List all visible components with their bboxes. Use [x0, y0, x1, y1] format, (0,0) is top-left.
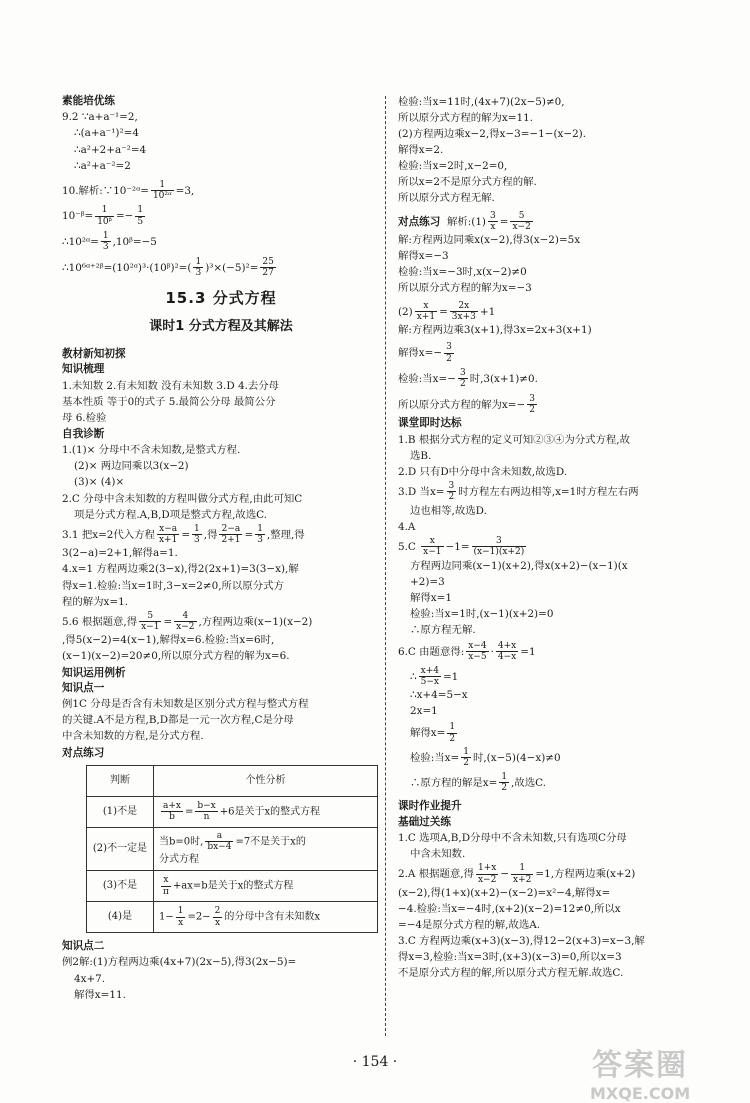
text-line: 解:方程两边同乘x(x−2),得3(x−2)=5x	[398, 234, 581, 247]
heading-practice: 对点练习	[62, 746, 105, 759]
heading-self-diagnosis: 自我诊断	[62, 427, 105, 440]
column-divider	[385, 96, 386, 1036]
table-row	[87, 871, 378, 902]
text-line: 解得x=1	[410, 591, 452, 604]
text-line: (x−1)(x−2)=20≠0,所以原分式方程的解为x=6.	[62, 650, 290, 663]
text-line: 例1C 分母是否含有未知数是区别分式方程与整式方程	[62, 698, 309, 711]
text-line: 解:方程两边乘3(x+1),得3x=2x+3(x+1)	[398, 324, 592, 337]
formula-line: 6.C 由题意得: $\frac{x-4}{x-5}$ · $\frac{4+x}{4-x}$ =1	[398, 640, 536, 663]
table-header-cell: 个性分析	[154, 765, 378, 796]
text-line: 不是原分式方程的解,所以原分式方程无解.故选C.	[398, 967, 624, 980]
text-line: 基本性质 等于0的式子 5.最简公分母 最简公分	[62, 395, 276, 408]
table-cell: 1− $\frac{1}{x}$ =2− $\frac{2}{x}$ 的分母中含有未知数x	[154, 902, 378, 933]
text-line: (3)× (4)×	[74, 476, 125, 489]
text-line: +2)=3	[410, 575, 445, 588]
text-line: ∴a²+2+a⁻²=4	[74, 143, 147, 156]
formula-line: ∴10⁶ᵅ⁺²ᵝ=(10²ᵅ)³·(10ᵝ)²=( $\frac{1}{3}$ )³×(−5)²= $\frac{25}{27}$	[62, 256, 274, 279]
text-line: 所以原分式方程无解.	[398, 192, 495, 205]
text-line: 解得x=2.	[398, 144, 444, 157]
analysis-table	[86, 765, 378, 933]
text-line: ∴a²+a⁻²=2	[74, 159, 131, 172]
text-line: 解得x=11.	[74, 988, 126, 1001]
formula-line: 解得x= $\frac{1}{2}$	[410, 722, 456, 744]
text-line: 2x=1	[410, 705, 438, 718]
formula-line: ∴原方程的解是x= $\frac{1}{2}$ ,故选C.	[410, 771, 547, 794]
formula-line: 5.C $\frac{x}{x-1}$ −1= $\frac{3}{(x-1)(x+2)}$	[398, 535, 525, 558]
text-line: 所以x=2不是原分式方程的解.	[398, 176, 537, 189]
table-cell: (1)不是	[87, 796, 154, 827]
heading-homework: 课时作业提升	[398, 800, 462, 813]
lesson-title: 课时1 分式方程及其解法	[149, 319, 293, 335]
text-line: 检验:当x=2时,x−2=0,	[398, 160, 508, 173]
text-line: 3.C 方程两边乘(x+3)(x−3),得12−2(x+3)=x−3,解	[398, 935, 645, 948]
table-header-row	[87, 765, 378, 796]
formula-line: 检验:当x=− $\frac{3}{2}$ 时,3(x+1)≠0.	[398, 368, 538, 390]
text-line: ,得5(x−2)=4(x−1),解得x=6.检验:当x=6时,	[62, 634, 275, 647]
text-line: 检验:当x=11时,(4x+7)(2x−5)≠0,	[398, 96, 565, 108]
text-line: 选B.	[410, 449, 432, 462]
heading-point-two: 知识点二	[62, 940, 105, 953]
table-cell: $\frac{x}{\pi}$ +ax=b是关于x的整式方程	[154, 871, 378, 902]
table-header-cell: 判断	[87, 765, 154, 796]
text-line: (2)方程两边乘x−2,得x−3=−1−(x−2).	[398, 128, 587, 141]
text-line: 4.A	[398, 520, 416, 533]
text-line: 9.2 ∵a+a⁻¹=2,	[62, 111, 138, 124]
formula-line: 所以原分式方程的解为x=− $\frac{3}{2}$	[398, 393, 535, 416]
text-line: 例2解:(1)方程两边乘(4x+7)(2x−5),得3(2x−5)=	[62, 956, 297, 969]
watermark-text: 答案圈	[592, 1048, 689, 1083]
heading-classroom: 课堂即时达标	[398, 417, 462, 430]
text-line: 1.C 选项A,B,D分母中不含未知数,只有选项C分母	[398, 832, 627, 845]
watermark-logo	[590, 1040, 690, 1103]
text-line: 项是分式方程.A,B,D项是整式方程,故选C.	[74, 508, 268, 521]
table-row	[87, 796, 378, 827]
formula-line: ∴ $\frac{x+4}{5-x}$ =1	[410, 665, 459, 687]
heading-knowledge: 知识梳理	[62, 363, 105, 376]
text-line: 所以原分式方程的解为x=11.	[398, 112, 533, 125]
formula-line: 5.6 根据题意,得 $\frac{5}{x-1}$ = $\frac{4}{x-2}$ ,方程两边乘(x−1)(x−2)	[62, 610, 313, 633]
text-line: 3(2−a)=2+1,解得a=1.	[62, 547, 178, 560]
text-line: 4x+7.	[74, 972, 106, 985]
text-line: 得x=1.检验:当x=1时,3−x=2≠0,所以原分式方	[62, 579, 284, 592]
left-column	[62, 94, 380, 1004]
table-cell: (4)是	[87, 902, 154, 933]
formula-line: 检验:当x= $\frac{1}{2}$ 时,(x−5)(4−x)≠0	[410, 747, 561, 769]
text-line: 得x=3,检验:当x=3时,(x+3)(x−3)=0,所以x=3	[398, 951, 622, 964]
heading-point-one: 知识点一	[62, 681, 105, 694]
text-line: ∴x+4=5−x	[410, 689, 468, 702]
text-line: 2.D 只有D中分母中含未知数,故选D.	[398, 465, 568, 478]
text-line: ∴原方程无解.	[410, 623, 476, 636]
text-line: 边也相等,故选D.	[410, 504, 487, 517]
text-line: 程的解为x=1.	[62, 595, 129, 608]
heading-suneng: 素能培优练	[62, 95, 115, 107]
formula-line: 10⁻ᵝ= $\frac{1}{\text{10ᵝ}}$ =− $\frac{1}{5}$	[62, 205, 144, 227]
page-number: · 154 ·	[352, 1054, 398, 1070]
formula-line: 10.解析:∵10⁻²ᵅ= $\frac{1}{\text{10²ᵅ}}$ =3,	[62, 179, 195, 202]
formula-line: (2) $\frac{x}{x+1}$ = $\frac{2x}{3x+3}$ +1	[398, 300, 496, 322]
text-line: ∴(a+a⁻¹)²=4	[74, 127, 139, 140]
text-line: 检验:当x=−3时,x(x−2)≠0	[398, 266, 527, 279]
text-line: =−4是原分式方程的解,故选A.	[398, 919, 541, 932]
text-line: 4.x=1 方程两边乘2(3−x),得2(2x+1)=3(3−x),解	[62, 563, 299, 576]
watermark-url: MXQE.COM	[590, 1084, 691, 1103]
formula-line: 2.A 根据题意,得 $\frac{1+x}{x-2}$ − $\frac{1}{x+2}$ =1,方程两边乘(x+2)	[398, 863, 636, 885]
formula-line: ∴10²ᵅ= $\frac{1}{3}$ ,10ᵝ=−5	[62, 231, 157, 253]
heading-textbook: 教材新知初探	[62, 348, 126, 361]
heading-application: 知识运用例析	[62, 666, 126, 679]
table-row	[87, 902, 378, 933]
formula-line: 解得x=− $\frac{3}{2}$	[398, 342, 452, 364]
text-line: 1.B 根据分式方程的定义可知②③④为分式方程,故	[398, 433, 630, 446]
text-line: 解得x=−3	[398, 250, 449, 263]
text-line: 的关键.A不是方程,B,D都是一元一次方程,C是分母	[62, 714, 294, 727]
text-line: 中含未知数的方程,是分式方程.	[62, 730, 204, 743]
text-line: −4.检验:当x=−4时,(x+2)(x−2)=12≠0,所以x	[398, 903, 621, 916]
text-line: 1.(1)× 分母中不含未知数,是整式方程.	[62, 444, 241, 457]
text-line: 2.C 分母中含未知数的方程叫做分式方程,由此可知C	[62, 492, 303, 505]
formula-line: 3.D 当x= $\frac{3}{2}$ 时方程左右两边相等,x=1时方程左右两	[398, 480, 639, 503]
text-line: 方程两边同乘(x−1)(x+2),得x(x+2)−(x−1)(x	[410, 559, 628, 572]
table-cell: 当b=0时, $\frac{a}{bx-4}$ =7不是关于x的 分式方程	[154, 827, 378, 870]
text-line: 中含未知数.	[410, 848, 466, 861]
text-line: 1.未知数 2.有未知数 没有未知数 3.D 4.去分母	[62, 379, 280, 392]
right-column	[398, 94, 698, 983]
text-line: (2)× 两边同乘以3(x−2)	[74, 460, 189, 473]
text-line: 所以原分式方程的解为x=−3	[398, 282, 532, 295]
table-cell: $\frac{a+x}{b}$ = $\frac{b-x}{n}$ +6是关于x的整式方程	[154, 796, 378, 827]
formula-line: 对点练习 解析:(1) $\frac{3}{x}$ = $\frac{5}{x-2}$	[398, 210, 531, 232]
text-line: 母 6.检验	[62, 411, 107, 424]
heading-basics: 基础过关练	[398, 815, 451, 828]
formula-line: 3.1 把x=2代入方程 $\frac{x-a}{x+1}$ = $\frac{1}{3}$ ,得 $\frac{2-a}{2+1}$ = $\frac{1}{3}$ ,整理,得	[62, 523, 305, 546]
table-cell: (3)不是	[87, 871, 154, 902]
text-line: 检验:当x=1时,(x−1)(x+2)=0	[410, 607, 554, 620]
table-cell: (2)不一定是	[87, 827, 154, 870]
table-row	[87, 827, 378, 870]
section-title: 15.3 分式方程	[165, 289, 277, 308]
text-line: (x−2),得(1+x)(x+2)−(x−2)=x²−4,解得x=	[398, 887, 611, 900]
